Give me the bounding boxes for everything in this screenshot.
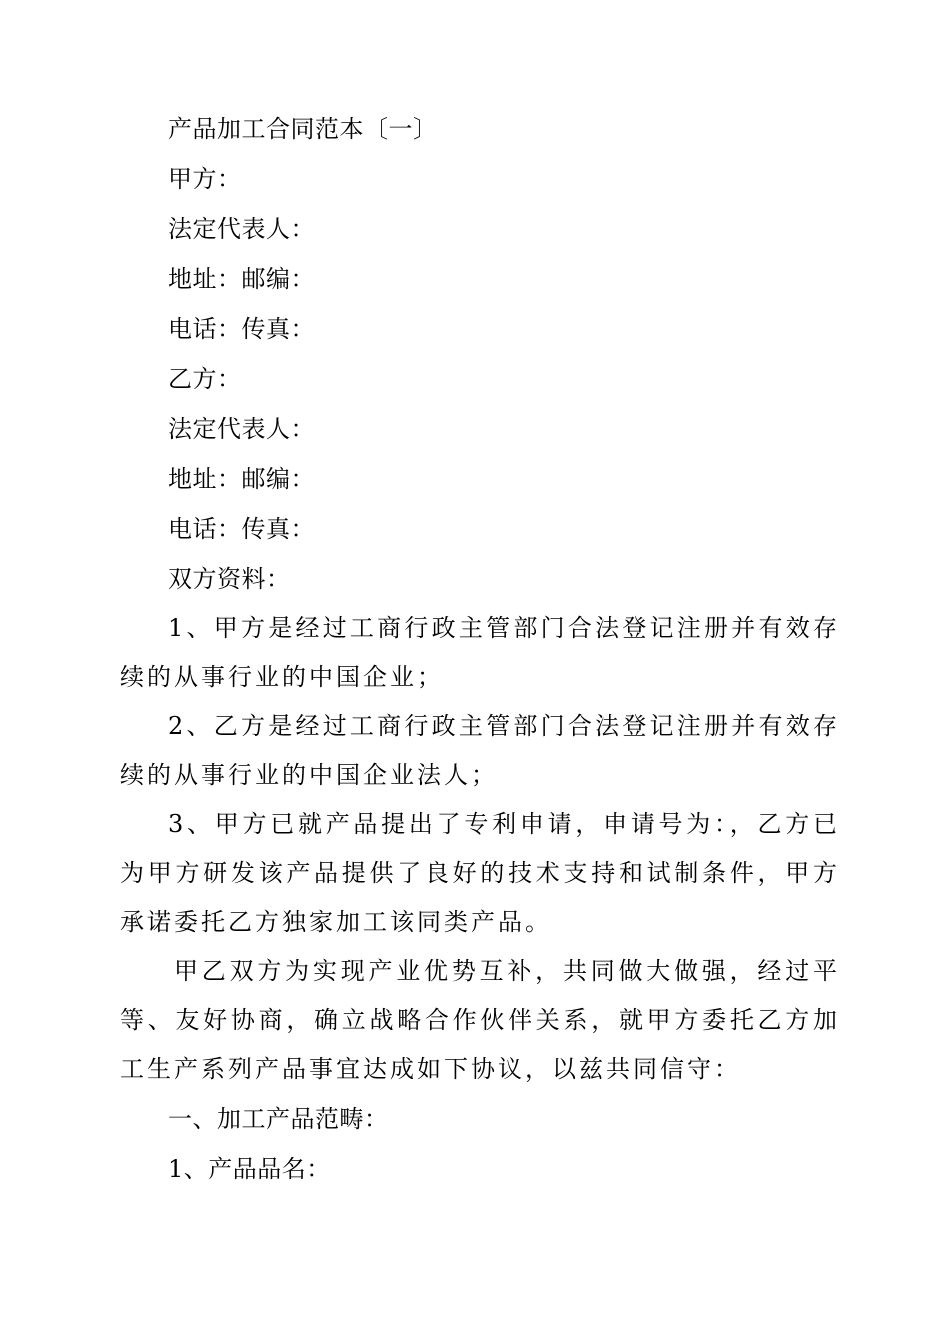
party-a-legal-rep: 法定代表人： <box>168 215 315 243</box>
section-heading-1: 一、加工产品范畴： <box>168 1105 389 1133</box>
paragraph-preamble: 甲乙双方为实现产业优势互补，共同做大做强，经过平等、友好协商，确立战略合作伙伴关系，就甲方委托乙方加工生产系列产品事宜达成如下协议，以兹共同信守： <box>120 957 840 1083</box>
section-1-item-1: 1、产品品名： <box>168 1155 331 1183</box>
paragraph-item-3: 3、甲方已就产品提出了专利申请，申请号为：，乙方已为甲方研发该产品提供了良好的技术支持和试制条件，甲方承诺委托乙方独家加工该同类产品。 <box>120 810 840 936</box>
section-party-info: 双方资料： <box>168 565 291 593</box>
party-a-address: 地址：邮编： <box>168 265 315 293</box>
paragraph-item-1: 1、甲方是经过工商行政主管部门合法登记注册并有效存续的从事行业的中国企业； <box>120 614 840 691</box>
party-b-legal-rep: 法定代表人： <box>168 415 315 443</box>
party-a-label: 甲方： <box>168 165 242 193</box>
document-title: 产品加工合同范本〔一〕 <box>168 115 438 143</box>
paragraph-item-2: 2、乙方是经过工商行政主管部门合法登记注册并有效存续的从事行业的中国企业法人； <box>120 712 840 789</box>
party-b-label: 乙方： <box>168 365 242 393</box>
party-b-address: 地址：邮编： <box>168 465 315 493</box>
document-body <box>120 104 840 1194</box>
party-b-phone: 电话：传真： <box>168 515 315 543</box>
party-a-phone: 电话：传真： <box>168 315 315 343</box>
